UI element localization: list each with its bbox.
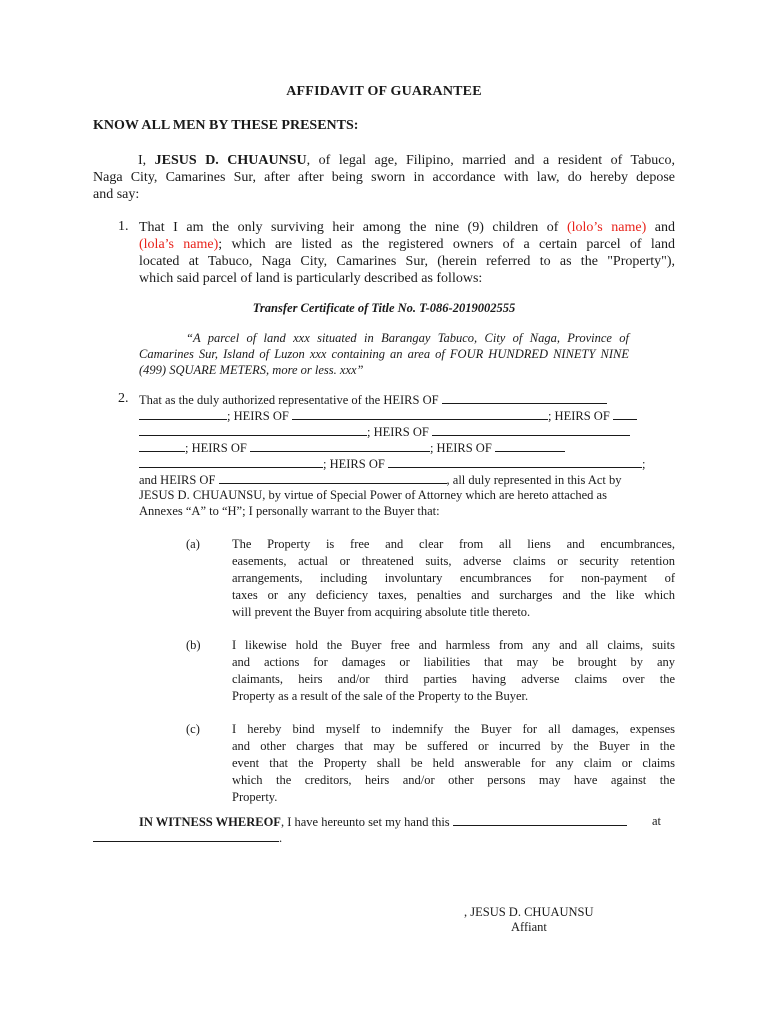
intro-line-3: and say: [93, 187, 140, 202]
sub-a-line-2: easements, actual or threatened suits, adverse claims or security retention [232, 554, 675, 568]
witness-at: at [652, 814, 662, 828]
heirs-of-label: ; HEIRS OF [323, 457, 385, 471]
item-2-line-5: ; HEIRS OF ; [139, 456, 645, 472]
quote-line-1-text: “A parcel of land xxx situated in Barangay Tabuco, City of Naga, Province of [186, 331, 629, 345]
item-1-text: That I am the only surviving heir among the nine (9) children of [139, 220, 567, 235]
item-2-line-1-text: That as the duly authorized representative of the HEIRS OF [139, 393, 439, 407]
item-2-line-3 [139, 424, 630, 440]
document-title: AFFIDAVIT OF GUARANTEE [286, 84, 482, 99]
heirs-of-label: ; HEIRS OF [185, 441, 247, 455]
item-2-line-6 [139, 472, 622, 488]
heirs-of-label: ; HEIRS OF [547, 409, 610, 423]
heirs-of-label: ; HEIRS OF [227, 409, 289, 423]
affiant-name: JESUS D. CHUAUNSU [154, 153, 307, 168]
item-1-line-4: which said parcel of land is particularly described as follows: [139, 271, 483, 286]
item-1-and: and [646, 220, 675, 235]
intro-line-1 [93, 152, 675, 169]
item-1-line-2 [139, 236, 675, 253]
item-2-line-4 [139, 440, 565, 456]
item-2-number: 2. [118, 391, 129, 406]
quote-line-3: (499) SQUARE METERS, more or less. xxx” [139, 363, 364, 377]
item-2-line-7: JESUS D. CHUAUNSU, by virtue of Special Power of Attorney which are hereto attached as [139, 488, 607, 502]
heir-blank-6[interactable] [432, 424, 630, 436]
sub-a-label: (a) [186, 537, 200, 551]
item-1-line-3: located at Tabuco, Naga City, Camarines Sur, (herein referred to as the "Property"), [139, 254, 675, 269]
tct-number: Transfer Certificate of Title No. T-086-2019002555 [252, 301, 516, 315]
heirs-of-label: ; HEIRS OF [367, 425, 429, 439]
place-line [93, 830, 282, 846]
sub-b-line-3: claimants, heirs and/or third parties having adverse claims over the [232, 672, 675, 686]
sub-b-line-4: Property as a result of the sale of the Property to the Buyer. [232, 689, 529, 703]
sub-a-line-1: The Property is free and clear from all liens and encumbrances, [232, 537, 675, 551]
heir-blank-1[interactable] [442, 392, 607, 404]
sub-b-line-1: I likewise hold the Buyer free and harmless from any and all claims, suits [232, 638, 675, 652]
sub-b-label: (b) [186, 638, 201, 652]
lola-name-placeholder: (lola’s name) [139, 237, 219, 252]
heir-blank-8[interactable] [250, 440, 430, 452]
signature-role: Affiant [511, 920, 547, 934]
item-1-line-2-text: ; which are listed as the registered owners of a certain parcel of land [218, 237, 675, 252]
sub-c-line-2: and other charges that may be suffered or incurred by the Buyer in the [232, 739, 675, 753]
sub-c-line-3: event that the Property shall be held answerable for any claim or claims [232, 756, 675, 770]
sub-a-line-4: taxes or any deficiency taxes, penalties and surcharges and the like which [232, 588, 675, 602]
item-2-line-1 [139, 392, 607, 408]
heir-blank-9[interactable] [495, 440, 565, 452]
item-2-line-2 [139, 408, 637, 424]
signature-name: , JESUS D. CHUAUNSU [464, 905, 594, 919]
heir-blank-11[interactable] [388, 456, 642, 468]
witness-period: . [279, 831, 283, 845]
witness-heading: IN WITNESS WHEREOF [139, 815, 281, 829]
intro-prefix: I, [138, 153, 155, 168]
sub-c-line-4: which the creditors, heirs and/or other persons may have against the [232, 773, 675, 787]
witness-line [139, 814, 627, 830]
witness-text: , I have hereunto set my hand this [280, 815, 450, 829]
item-1-line-1 [139, 219, 675, 236]
sub-b-line-2: and actions for damages or liabilities that may be brought by any [232, 655, 675, 669]
sub-a-line-3: arrangements, including involuntary encumbrances for non-payment of [232, 571, 675, 585]
heir-blank-5[interactable] [139, 424, 367, 436]
know-all-heading: KNOW ALL MEN BY THESE PRESENTS: [93, 118, 359, 133]
item-1-number: 1. [118, 219, 129, 234]
heir-blank-4[interactable] [613, 408, 637, 420]
and-heirs-of-label: and HEIRS OF [139, 473, 216, 487]
sub-c-line-1: I hereby bind myself to indemnify the Buyer for all damages, expenses [232, 722, 675, 736]
heirs-of-label: ; HEIRS OF [429, 441, 492, 455]
lolo-name-placeholder: (lolo’s name) [566, 220, 647, 235]
quote-line-1 [139, 330, 629, 346]
heir-blank-12[interactable] [219, 472, 447, 484]
item-2-line-6-text: , all duly represented in this Act by [446, 473, 622, 487]
sub-a-line-5: will prevent the Buyer from acquiring absolute title thereto. [232, 605, 531, 619]
heir-blank-3[interactable] [292, 408, 548, 420]
sub-c-label: (c) [186, 722, 200, 736]
sub-c-line-5: Property. [232, 790, 278, 804]
place-blank[interactable] [93, 830, 279, 842]
quote-line-2: Camarines Sur, Island of Luzon xxx containing an area of FOUR HUNDRED NINETY NINE [139, 347, 629, 361]
heir-blank-10[interactable] [139, 456, 323, 468]
item-2-line-8: Annexes “A” to “H”; I personally warrant to the Buyer that: [139, 504, 440, 518]
heir-blank-7[interactable] [139, 440, 185, 452]
intro-line-1-text: , of legal age, Filipino, married and a resident of Tabuco, [306, 153, 675, 168]
date-blank[interactable] [453, 814, 627, 826]
heir-blank-2[interactable] [139, 408, 227, 420]
intro-line-2: Naga City, Camarines Sur, after after being sworn in accordance with law, do hereby depose [93, 170, 675, 185]
